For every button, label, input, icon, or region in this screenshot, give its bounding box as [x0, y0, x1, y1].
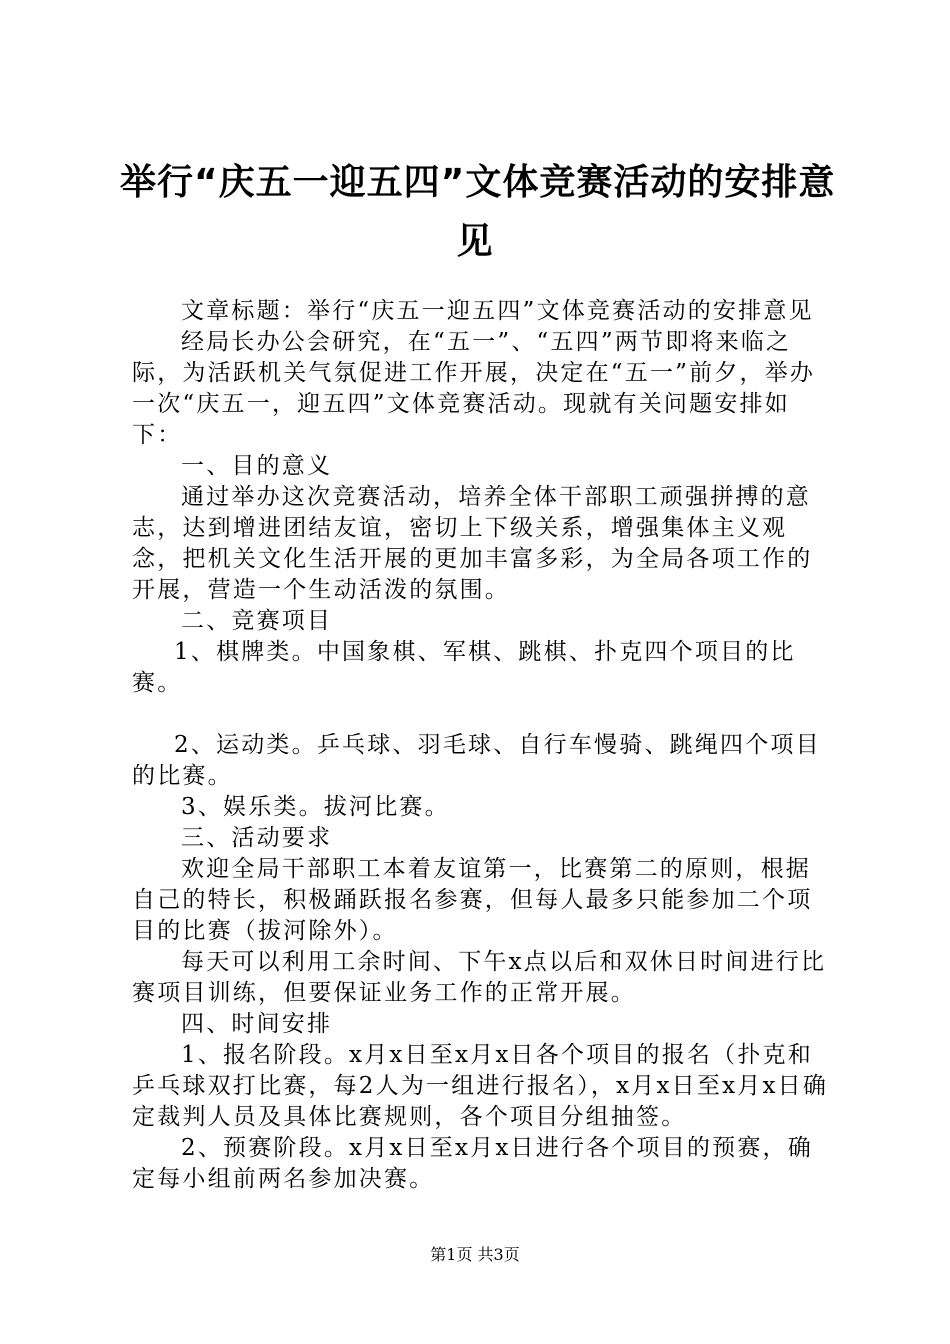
section-heading-schedule: 四、时间安排 [181, 1011, 333, 1037]
section-heading-requirements: 三、活动要求 [181, 825, 333, 851]
document-body [132, 296, 832, 1195]
purpose-paragraph: 通过举办这次竞赛活动，培养全体干部职工顽强拼搏的意志，达到增进团结友谊，密切上下级关系，增强集体主义观念，把机关文化生活开展的更加丰富多彩，为全局各项工作的开展，营造一个生动活泼的氛围。 [132, 484, 813, 603]
schedule-item-preliminary: 2、预赛阶段。x月x日至x月x日进行各个项目的预赛，确定每小组前两名参加决赛。 [132, 1135, 813, 1192]
requirements-paragraph-1: 欢迎全局干部职工本着友谊第一，比赛第二的原则，根据自己的特长，积极踊跃报名参赛，但每人最多只能参加二个项目的比赛（拔河除外）。 [132, 856, 813, 944]
section-heading-events: 二、竞赛项目 [181, 608, 333, 634]
section-heading-purpose: 一、目的意义 [181, 453, 333, 479]
document-title-line-2: 见 [456, 221, 494, 262]
event-item-sports: 2、运动类。乒乓球、羽毛球、自行车慢骑、跳绳四个项目的比赛。 [132, 732, 821, 789]
event-item-entertainment: 3、娱乐类。拔河比赛。 [181, 794, 450, 820]
document-title-line-1: 举行“庆五一迎五四”文体竞赛活动的安排意 [120, 162, 836, 203]
intro-paragraph: 经局长办公会研究，在“五一”、“五四”两节即将来临之际，为活跃机关气氛促进工作开展，决定在“五一”前夕，举办一次“庆五一，迎五四”文体竞赛活动。现就有关问题安排如下： [132, 329, 816, 448]
blank-line [132, 699, 832, 730]
article-title-paragraph: 文章标题：举行“庆五一迎五四”文体竞赛活动的安排意见 [181, 298, 814, 324]
requirements-paragraph-2: 每天可以利用工余时间、下午x点以后和双休日时间进行比赛项目训练，但要保证业务工作的正常开展。 [132, 949, 827, 1006]
page-number-footer: 第1页 共3页 [430, 1245, 520, 1264]
schedule-item-registration: 1、报名阶段。x月x日至x月x日各个项目的报名（扑克和乒乓球双打比赛，每2人为一组进行报名），x月x日至x月x日确定裁判人员及具体比赛规则，各个项目分组抽签。 [132, 1042, 829, 1130]
event-item-chess-cards: 1、棋牌类。中国象棋、军棋、跳棋、扑克四个项目的比赛。 [132, 639, 796, 696]
